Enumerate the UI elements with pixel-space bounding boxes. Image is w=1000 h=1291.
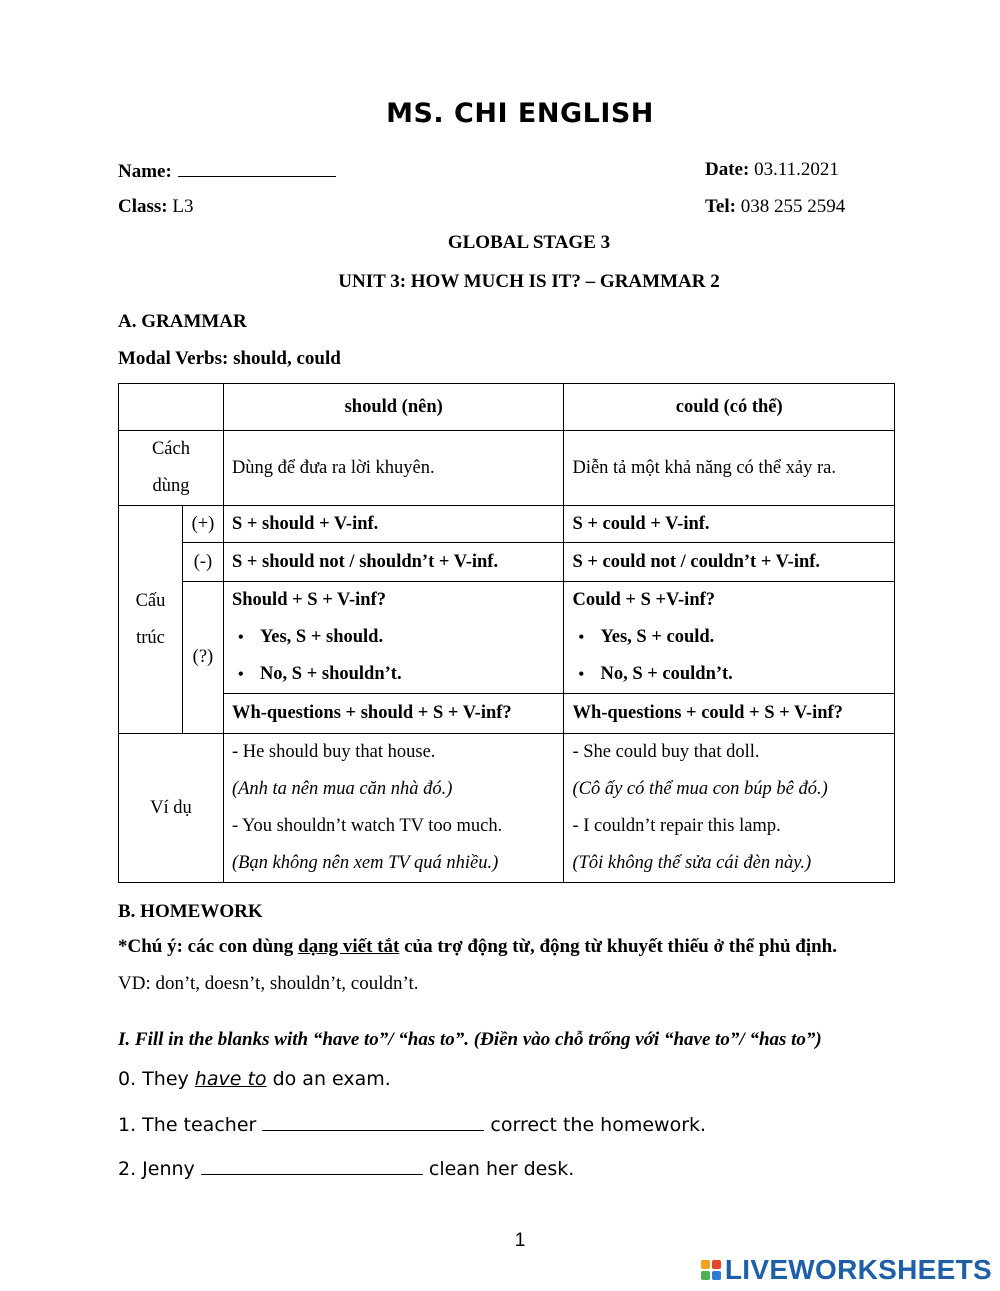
homework-vd: VD: don’t, doesn’t, shouldn’t, couldn’t. (118, 973, 419, 994)
question-row (119, 582, 895, 694)
header-could: could (có thể) (564, 384, 895, 431)
homework-note (118, 935, 837, 959)
question-could (564, 582, 895, 694)
tel-field (705, 195, 845, 219)
section-a-heading: A. GRAMMAR (118, 311, 247, 332)
date-value: 03.11.2021 (754, 159, 839, 180)
positive-should: S + should + V-inf. (223, 506, 564, 543)
unit-heading: UNIT 3: HOW MUCH IS IT? – GRAMMAR 2 (338, 271, 720, 292)
class-field (118, 195, 193, 219)
tel-label: Tel: (705, 196, 736, 217)
logo-text: LIVEWORKSHEETS (724, 1254, 992, 1285)
example-should-1: - He should buy that house. (231, 742, 436, 762)
table-corner-cell (119, 384, 224, 431)
table-header-row (119, 384, 895, 431)
logo-blocks-icon (701, 1260, 721, 1280)
item-0-suffix: do an exam. (266, 1068, 391, 1090)
question-should-form: Should + S + V-inf? (231, 590, 387, 610)
usage-label-line1: Cách (151, 439, 190, 459)
positive-row (119, 506, 895, 543)
example-row (119, 734, 895, 883)
note-prefix: *Chú ý: các con dùng (118, 936, 298, 957)
example-should-1-translation: (Anh ta nên mua căn nhà đó.) (231, 779, 453, 799)
example-could (564, 734, 895, 883)
example-should-2: - You shouldn’t watch TV too much. (231, 816, 503, 836)
grammar-table (118, 383, 895, 883)
structure-label-line2: trúc (136, 627, 165, 648)
exercise-instruction: I. Fill in the blanks with “have to”/ “has to”. (Điền vào chỗ trống với “have to”/ “has to”) (118, 1029, 822, 1050)
example-could-1-translation: (Cô ấy có thể mua con búp bê đó.) (572, 779, 828, 799)
usage-could: Diễn tả một khả năng có thể xảy ra. (564, 431, 895, 506)
wh-could: Wh-questions + could + S + V-inf? (564, 694, 895, 734)
class-value: L3 (172, 196, 194, 217)
item-0-answer: have to (194, 1068, 267, 1090)
negative-should: S + should not / shouldn’t + V-inf. (223, 543, 564, 582)
question-should (223, 582, 564, 694)
date-field (705, 158, 839, 182)
stage-heading: GLOBAL STAGE 3 (447, 232, 611, 253)
usage-should: Dùng để đưa ra lời khuyên. (223, 431, 564, 506)
positive-sign: (+) (182, 506, 223, 543)
tel-value: 038 255 2594 (740, 196, 846, 217)
question-sign: (?) (182, 582, 223, 734)
example-could-2-translation: (Tôi không thể sửa cái đèn này.) (572, 853, 812, 873)
question-should-no: • No, S + shouldn’t. (232, 656, 556, 693)
item-1-prefix: 1. The teacher (118, 1114, 263, 1136)
negative-sign: (-) (182, 543, 223, 582)
name-label: Name: (118, 161, 172, 182)
wh-should: Wh-questions + should + S + V-inf? (223, 694, 564, 734)
question-could-no: • No, S + couldn’t. (572, 656, 886, 693)
example-could-2: - I couldn’t repair this lamp. (572, 816, 781, 836)
exercise-item-2 (118, 1156, 574, 1180)
header-should: should (nên) (223, 384, 564, 431)
positive-could: S + could + V-inf. (564, 506, 895, 543)
note-suffix: của trợ động từ, động từ khuyết thiếu ở thể phủ định. (399, 936, 837, 957)
modal-verbs-title: Modal Verbs: should, could (118, 348, 341, 369)
liveworksheets-logo[interactable] (701, 1254, 992, 1286)
structure-label (119, 506, 183, 734)
example-should-2-translation: (Bạn không nên xem TV quá nhiều.) (231, 853, 499, 873)
wh-question-row (119, 694, 895, 734)
item-2-suffix: clean her desk. (422, 1158, 575, 1180)
negative-could: S + could not / couldn’t + V-inf. (564, 543, 895, 582)
question-could-yes: • Yes, S + could. (572, 619, 886, 656)
homework-heading: B. HOMEWORK (118, 901, 263, 922)
question-could-form: Could + S +V-inf? (572, 590, 716, 610)
item-2-blank[interactable] (201, 1156, 423, 1175)
example-could-1: - She could buy that doll. (572, 742, 760, 762)
class-label: Class: (118, 196, 168, 217)
exercise-item-1 (118, 1112, 706, 1136)
item-2-prefix: 2. Jenny (118, 1158, 201, 1180)
usage-label (119, 431, 224, 506)
item-0-prefix: 0. They (118, 1068, 195, 1090)
usage-row (119, 431, 895, 506)
worksheet-title: MS. CHI ENGLISH (386, 98, 654, 129)
question-should-yes: • Yes, S + should. (232, 619, 556, 656)
name-blank[interactable] (178, 158, 336, 177)
example-label: Ví dụ (119, 734, 224, 883)
structure-label-line1: Cấu (135, 590, 166, 611)
usage-label-line2: dùng (152, 476, 190, 496)
example-should (223, 734, 564, 883)
exercise-item-0 (118, 1068, 391, 1090)
note-underlined: dạng viết tắt (298, 936, 400, 957)
date-label: Date: (705, 159, 750, 180)
negative-row (119, 543, 895, 582)
item-1-suffix: correct the homework. (484, 1114, 707, 1136)
page-number: 1 (514, 1230, 526, 1251)
name-field (118, 158, 336, 184)
item-1-blank[interactable] (262, 1112, 484, 1131)
